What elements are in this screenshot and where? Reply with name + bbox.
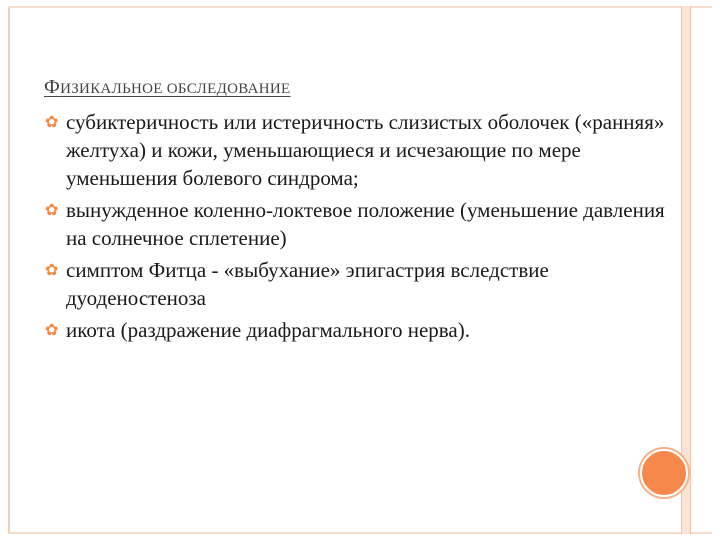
bullet-list bbox=[44, 108, 674, 348]
flower-bullet-icon: ✿ bbox=[45, 200, 59, 219]
decorative-circle bbox=[640, 449, 688, 497]
flower-bullet-icon: ✿ bbox=[45, 320, 59, 339]
frame-left-line bbox=[8, 6, 10, 534]
list-item bbox=[44, 108, 674, 192]
list-item bbox=[44, 316, 674, 344]
list-item bbox=[44, 196, 674, 252]
slide-title: ФИЗИКАЛЬНОЕ ОБСЛЕДОВАНИЕ bbox=[44, 76, 291, 98]
bullet-text: вынужденное коленно-локтевое положение (уменьшение давления на солнечное сплетение) bbox=[66, 198, 665, 250]
bullet-text: субиктеричность или истеричность слизистых оболочек («ранняя» желтуха) и кожи, уменьшающиеся и исчезающие по мере уменьшения болевого синдрома; bbox=[66, 110, 665, 190]
frame-bottom-line bbox=[8, 532, 712, 534]
list-item bbox=[44, 256, 674, 312]
bullet-text: симптом Фитца - «выбухание» эпигастрия вследствие дуоденостеноза bbox=[66, 258, 549, 310]
frame-right-bar bbox=[681, 6, 691, 534]
flower-bullet-icon: ✿ bbox=[45, 260, 59, 279]
flower-bullet-icon: ✿ bbox=[45, 112, 59, 131]
bullet-text: икота (раздражение диафрагмального нерва). bbox=[66, 318, 470, 342]
frame-top-line bbox=[8, 6, 712, 8]
